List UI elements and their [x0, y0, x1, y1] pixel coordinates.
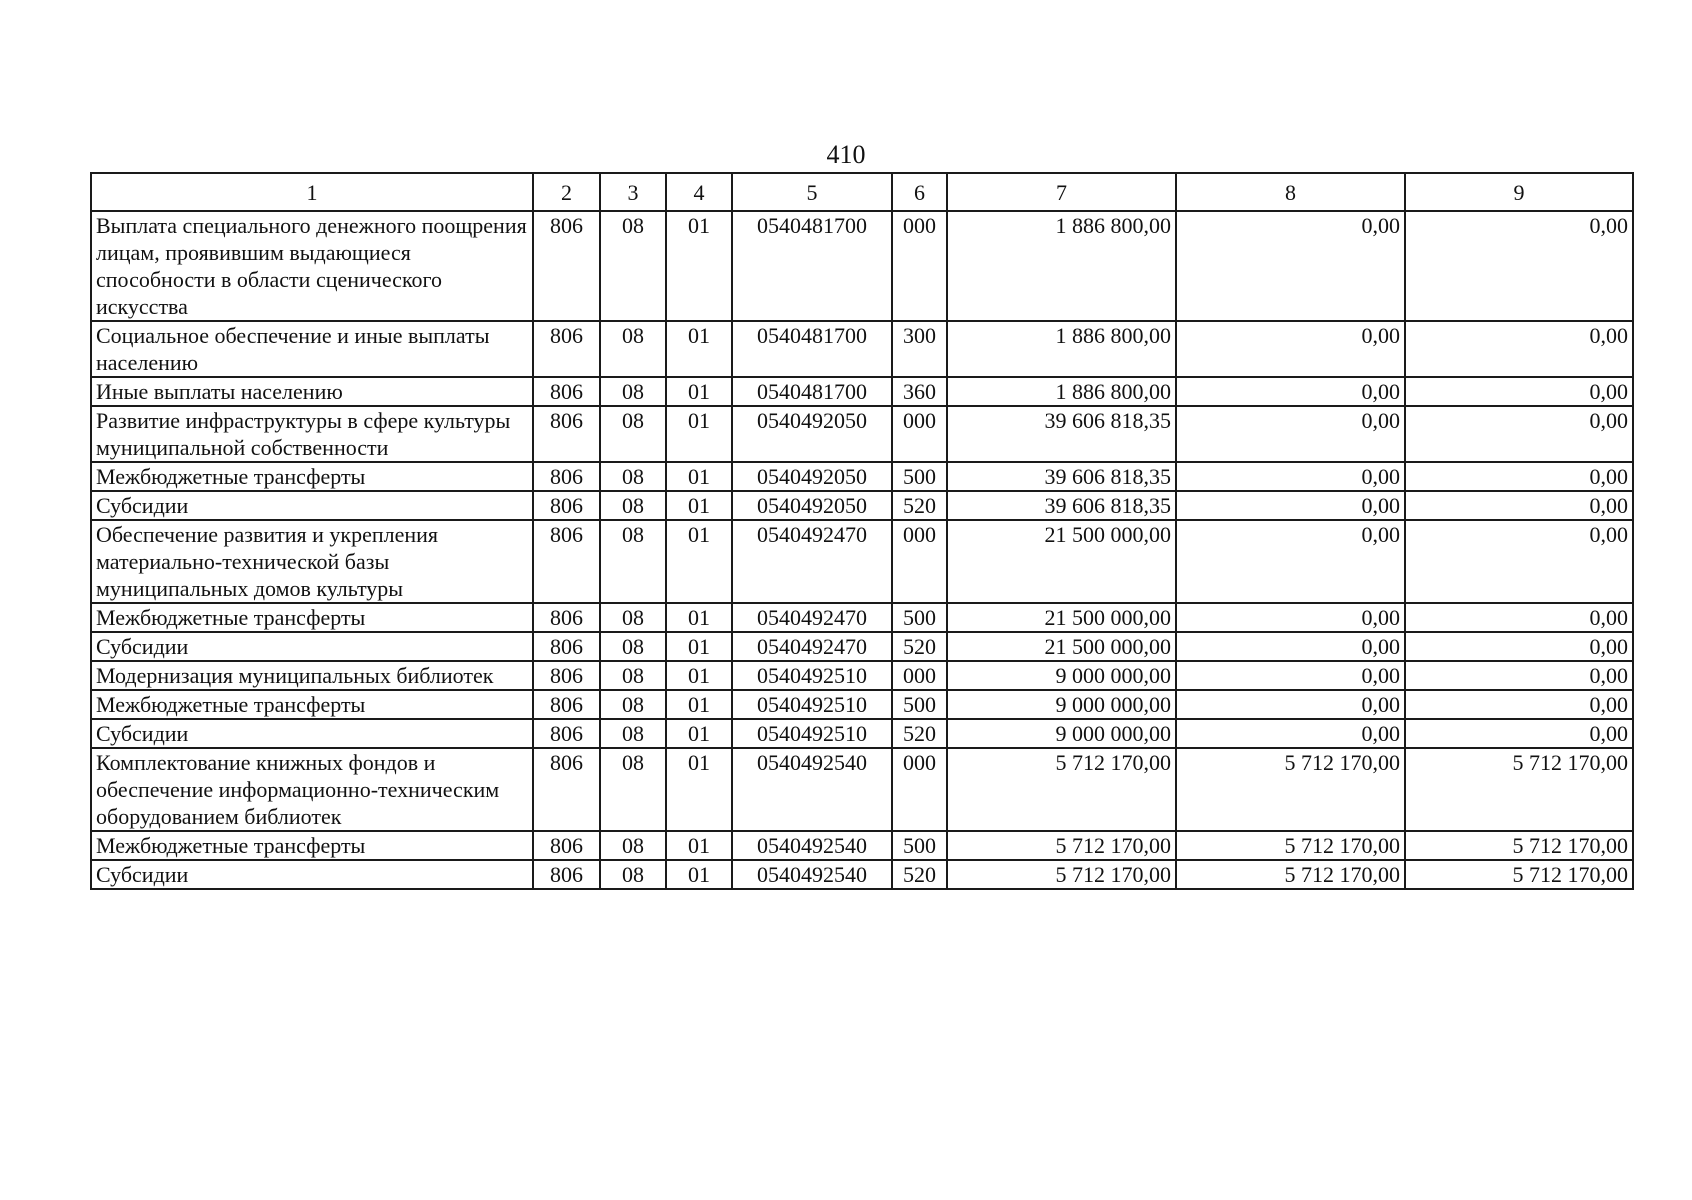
amount-col7: 1 886 800,00	[947, 377, 1176, 406]
amount-col7: 9 000 000,00	[947, 719, 1176, 748]
amount-col8: 0,00	[1176, 690, 1405, 719]
row-name: Субсидии	[91, 719, 533, 748]
code-section: 08	[600, 719, 666, 748]
code-gr: 806	[533, 748, 600, 831]
amount-col8: 0,00	[1176, 719, 1405, 748]
code-target: 0540481700	[732, 377, 892, 406]
table-row	[91, 377, 1633, 406]
code-gr: 806	[533, 377, 600, 406]
code-section: 08	[600, 860, 666, 889]
table-row	[91, 491, 1633, 520]
code-target: 0540492510	[732, 719, 892, 748]
code-subsection: 01	[666, 632, 732, 661]
column-header: 6	[892, 173, 947, 211]
code-expense-type: 520	[892, 719, 947, 748]
code-section: 08	[600, 831, 666, 860]
amount-col9: 0,00	[1405, 406, 1633, 462]
code-section: 08	[600, 321, 666, 377]
code-target: 0540492050	[732, 491, 892, 520]
budget-table	[90, 172, 1634, 890]
code-expense-type: 520	[892, 491, 947, 520]
code-gr: 806	[533, 520, 600, 603]
amount-col9: 5 712 170,00	[1405, 748, 1633, 831]
amount-col9: 5 712 170,00	[1405, 860, 1633, 889]
row-name: Межбюджетные трансферты	[91, 690, 533, 719]
amount-col8: 0,00	[1176, 520, 1405, 603]
code-expense-type: 520	[892, 632, 947, 661]
code-subsection: 01	[666, 520, 732, 603]
page-number: 410	[826, 140, 866, 169]
code-gr: 806	[533, 690, 600, 719]
code-gr: 806	[533, 603, 600, 632]
row-name: Субсидии	[91, 491, 533, 520]
code-subsection: 01	[666, 719, 732, 748]
row-name: Модернизация муниципальных библиотек	[91, 661, 533, 690]
row-name: Межбюджетные трансферты	[91, 462, 533, 491]
code-expense-type: 500	[892, 690, 947, 719]
code-target: 0540492510	[732, 661, 892, 690]
amount-col9: 5 712 170,00	[1405, 831, 1633, 860]
table-row	[91, 748, 1633, 831]
code-target: 0540492050	[732, 462, 892, 491]
table-row	[91, 211, 1633, 321]
code-subsection: 01	[666, 690, 732, 719]
code-target: 0540492470	[732, 603, 892, 632]
code-gr: 806	[533, 661, 600, 690]
table-row	[91, 661, 1633, 690]
amount-col7: 9 000 000,00	[947, 690, 1176, 719]
code-expense-type: 000	[892, 661, 947, 690]
code-target: 0540481700	[732, 211, 892, 321]
row-name: Субсидии	[91, 860, 533, 889]
code-target: 0540492050	[732, 406, 892, 462]
code-section: 08	[600, 377, 666, 406]
code-expense-type: 520	[892, 860, 947, 889]
code-target: 0540492540	[732, 748, 892, 831]
table-row	[91, 831, 1633, 860]
amount-col9: 0,00	[1405, 603, 1633, 632]
row-name: Межбюджетные трансферты	[91, 831, 533, 860]
code-section: 08	[600, 520, 666, 603]
code-expense-type: 000	[892, 748, 947, 831]
table-row	[91, 860, 1633, 889]
amount-col9: 0,00	[1405, 377, 1633, 406]
code-target: 0540492470	[732, 632, 892, 661]
column-header: 1	[91, 173, 533, 211]
amount-col7: 39 606 818,35	[947, 491, 1176, 520]
code-target: 0540492540	[732, 860, 892, 889]
amount-col7: 5 712 170,00	[947, 748, 1176, 831]
column-header: 9	[1405, 173, 1633, 211]
code-subsection: 01	[666, 406, 732, 462]
amount-col8: 0,00	[1176, 491, 1405, 520]
table-row	[91, 406, 1633, 462]
amount-col8: 5 712 170,00	[1176, 831, 1405, 860]
table-row	[91, 462, 1633, 491]
row-name: Развитие инфраструктуры в сфере культуры муниципальной собственности	[91, 406, 533, 462]
amount-col7: 39 606 818,35	[947, 462, 1176, 491]
row-name: Субсидии	[91, 632, 533, 661]
column-header: 8	[1176, 173, 1405, 211]
row-name: Выплата специального денежного поощрения лицам, проявившим выдающиеся способности в области сценического искусства	[91, 211, 533, 321]
code-target: 0540481700	[732, 321, 892, 377]
amount-col9: 0,00	[1405, 321, 1633, 377]
table-row	[91, 520, 1633, 603]
code-gr: 806	[533, 719, 600, 748]
code-expense-type: 000	[892, 520, 947, 603]
amount-col8: 0,00	[1176, 406, 1405, 462]
table-row	[91, 632, 1633, 661]
code-section: 08	[600, 406, 666, 462]
amount-col9: 0,00	[1405, 632, 1633, 661]
code-section: 08	[600, 211, 666, 321]
amount-col7: 21 500 000,00	[947, 603, 1176, 632]
amount-col9: 0,00	[1405, 462, 1633, 491]
code-expense-type: 300	[892, 321, 947, 377]
code-gr: 806	[533, 860, 600, 889]
code-subsection: 01	[666, 661, 732, 690]
amount-col9: 0,00	[1405, 719, 1633, 748]
code-expense-type: 500	[892, 831, 947, 860]
amount-col7: 21 500 000,00	[947, 632, 1176, 661]
code-subsection: 01	[666, 491, 732, 520]
code-target: 0540492470	[732, 520, 892, 603]
code-section: 08	[600, 462, 666, 491]
code-subsection: 01	[666, 831, 732, 860]
code-gr: 806	[533, 406, 600, 462]
amount-col9: 0,00	[1405, 491, 1633, 520]
amount-col8: 0,00	[1176, 321, 1405, 377]
amount-col7: 5 712 170,00	[947, 860, 1176, 889]
code-section: 08	[600, 661, 666, 690]
code-gr: 806	[533, 632, 600, 661]
amount-col8: 0,00	[1176, 603, 1405, 632]
row-name: Обеспечение развития и укрепления материально-технической базы муниципальных домов культуры	[91, 520, 533, 603]
table-row	[91, 690, 1633, 719]
row-name: Комплектование книжных фондов и обеспечение информационно-техническим оборудованием библиотек	[91, 748, 533, 831]
header-row	[91, 173, 1633, 211]
code-subsection: 01	[666, 462, 732, 491]
table-row	[91, 321, 1633, 377]
code-gr: 806	[533, 831, 600, 860]
code-gr: 806	[533, 462, 600, 491]
column-header: 3	[600, 173, 666, 211]
code-target: 0540492540	[732, 831, 892, 860]
amount-col9: 0,00	[1405, 661, 1633, 690]
code-gr: 806	[533, 211, 600, 321]
code-section: 08	[600, 748, 666, 831]
code-expense-type: 500	[892, 462, 947, 491]
amount-col9: 0,00	[1405, 211, 1633, 321]
code-gr: 806	[533, 491, 600, 520]
column-header: 5	[732, 173, 892, 211]
code-gr: 806	[533, 321, 600, 377]
row-name: Социальное обеспечение и иные выплаты населению	[91, 321, 533, 377]
code-expense-type: 000	[892, 406, 947, 462]
code-expense-type: 500	[892, 603, 947, 632]
amount-col9: 0,00	[1405, 690, 1633, 719]
code-section: 08	[600, 603, 666, 632]
code-expense-type: 000	[892, 211, 947, 321]
code-target: 0540492510	[732, 690, 892, 719]
code-subsection: 01	[666, 211, 732, 321]
amount-col7: 5 712 170,00	[947, 831, 1176, 860]
amount-col8: 0,00	[1176, 211, 1405, 321]
code-subsection: 01	[666, 321, 732, 377]
amount-col7: 21 500 000,00	[947, 520, 1176, 603]
code-subsection: 01	[666, 377, 732, 406]
amount-col7: 9 000 000,00	[947, 661, 1176, 690]
code-section: 08	[600, 491, 666, 520]
amount-col8: 0,00	[1176, 462, 1405, 491]
amount-col8: 5 712 170,00	[1176, 860, 1405, 889]
code-expense-type: 360	[892, 377, 947, 406]
amount-col7: 1 886 800,00	[947, 211, 1176, 321]
code-section: 08	[600, 690, 666, 719]
amount-col7: 1 886 800,00	[947, 321, 1176, 377]
table-row	[91, 719, 1633, 748]
code-subsection: 01	[666, 860, 732, 889]
amount-col8: 0,00	[1176, 377, 1405, 406]
row-name: Межбюджетные трансферты	[91, 603, 533, 632]
amount-col9: 0,00	[1405, 520, 1633, 603]
column-header: 7	[947, 173, 1176, 211]
code-section: 08	[600, 632, 666, 661]
table-row	[91, 603, 1633, 632]
amount-col8: 5 712 170,00	[1176, 748, 1405, 831]
code-subsection: 01	[666, 748, 732, 831]
amount-col8: 0,00	[1176, 661, 1405, 690]
column-header: 4	[666, 173, 732, 211]
amount-col7: 39 606 818,35	[947, 406, 1176, 462]
amount-col8: 0,00	[1176, 632, 1405, 661]
column-header: 2	[533, 173, 600, 211]
row-name: Иные выплаты населению	[91, 377, 533, 406]
code-subsection: 01	[666, 603, 732, 632]
